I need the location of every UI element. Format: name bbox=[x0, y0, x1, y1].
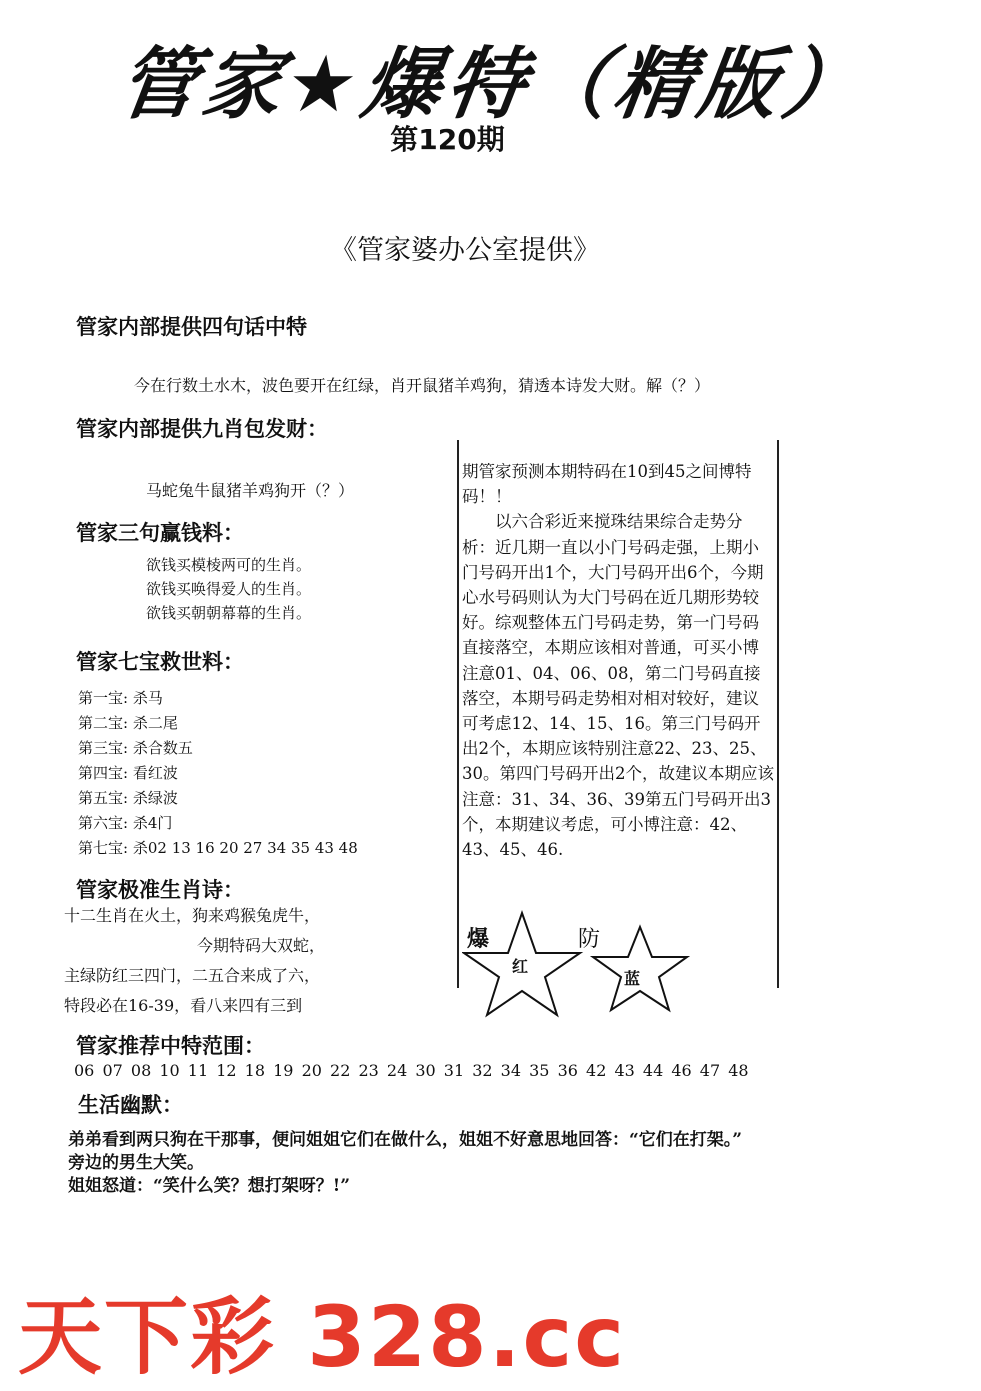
humor-heading: 生活幽默： bbox=[78, 1093, 183, 1117]
poem-line: 特段必在16-39，看八来四有三到 bbox=[64, 996, 303, 1015]
treasure-label: 第七宝: bbox=[78, 839, 129, 857]
poem-line: 十二生肖在火土，狗来鸡猴兔虎牛， bbox=[64, 906, 321, 925]
four-sentences-text: 今在行数土水木，波色要开在红绿，肖开鼠猪羊鸡狗，猜透本诗发大财。解（？） bbox=[134, 376, 711, 395]
treasure-label: 第一宝: bbox=[78, 689, 129, 707]
nine-zodiac-heading: 管家内部提供九肖包发财： bbox=[76, 417, 328, 441]
seven-treasures-list bbox=[78, 686, 358, 861]
poem-line: 主绿防红三四门，二五合来成了六， bbox=[64, 966, 321, 985]
three-sentences-heading: 管家三句赢钱料： bbox=[76, 521, 244, 545]
treasure-value: 看红波 bbox=[132, 764, 178, 782]
treasure-item bbox=[78, 736, 358, 761]
star-left-outer-label: 爆 bbox=[467, 926, 490, 952]
treasure-value: 杀02 13 16 20 27 34 35 43 48 bbox=[132, 839, 358, 857]
humor-line: 姐姐怒道：“笑什么笑？想打架呀？!” bbox=[68, 1176, 351, 1196]
star-left-inner-label: 红 bbox=[512, 957, 529, 976]
four-sentences-heading: 管家内部提供四句话中特 bbox=[76, 315, 307, 339]
star-right-outer-label: 防 bbox=[578, 927, 601, 952]
recommend-heading: 管家推荐中特范围： bbox=[76, 1034, 265, 1058]
treasure-value: 杀绿波 bbox=[132, 789, 178, 807]
treasure-value: 杀二尾 bbox=[132, 714, 178, 732]
analysis-paragraph: 期管家预测本期特码在10到45之间博特码！！ bbox=[462, 462, 752, 507]
treasure-label: 第四宝: bbox=[78, 764, 129, 782]
humor-line: 弟弟看到两只狗在干那事，便问姐姐它们在做什么，姐姐不好意思地回答：“它们在打架。” bbox=[68, 1130, 743, 1150]
treasure-item bbox=[78, 711, 358, 736]
poem-line: 今期特码大双蛇， bbox=[197, 936, 326, 955]
treasure-label: 第六宝: bbox=[78, 814, 129, 832]
treasure-item bbox=[78, 761, 358, 786]
treasure-label: 第五宝: bbox=[78, 789, 129, 807]
treasure-item bbox=[78, 811, 358, 836]
treasure-value: 杀4门 bbox=[132, 814, 173, 832]
page-title: 管家★爆特（精版） bbox=[112, 40, 874, 130]
seven-treasures-heading: 管家七宝救世料： bbox=[76, 650, 244, 674]
humor-line: 旁边的男生大笑。 bbox=[68, 1153, 204, 1173]
three-sentences-line: 欲钱买唤得爱人的生肖。 bbox=[146, 580, 312, 598]
provider-line: 《管家婆办公室提供》 bbox=[330, 235, 600, 266]
treasure-item bbox=[78, 686, 358, 711]
treasure-label: 第三宝: bbox=[78, 739, 129, 757]
analysis-paragraph: 以六合彩近来搅珠结果综合走势分析：近几期一直以小门号码走强，上期小门号码开出1个，大门号码开出6个，今期心水号码则认为大门号码在近几期形势较好。综观整体五门号码走势，第一门号码直接落空，本期应该相对普通，可买小博注意01、04、06、08，第二门号码直接落空，本期号码走势相对相对较好，建议可考虑12、14、15、16。第三门号码开出2个，本期应该特别注意22、23、25、30。第四门号码开出2个，故建议本期应该注意：31、34、36、39第五门号码开出3个，本期建议考虑，可小博注意：42、43、45、46. bbox=[462, 512, 774, 860]
issue-number: 第120期 bbox=[390, 123, 505, 156]
brand-watermark: 天下彩 328.cc bbox=[18, 1288, 627, 1386]
treasure-item bbox=[78, 786, 358, 811]
treasure-item bbox=[78, 836, 358, 861]
poem-heading: 管家极准生肖诗： bbox=[76, 878, 244, 902]
three-sentences-line: 欲钱买朝朝幕幕的生肖。 bbox=[146, 604, 312, 622]
analysis-text bbox=[462, 459, 774, 862]
star-right-inner-label: 蓝 bbox=[624, 969, 641, 988]
treasure-label: 第二宝: bbox=[78, 714, 129, 732]
treasure-value: 杀马 bbox=[132, 689, 163, 707]
three-sentences-line: 欲钱买模棱两可的生肖。 bbox=[146, 556, 312, 574]
treasure-value: 杀合数五 bbox=[132, 739, 193, 757]
stars-graphic bbox=[462, 905, 762, 1020]
recommend-numbers: 06 07 08 10 11 12 18 19 20 22 23 24 30 31 32 34 35 36 42 43 44 46 47 48 bbox=[74, 1061, 749, 1080]
nine-zodiac-text: 马蛇兔牛鼠猪羊鸡狗开（？） bbox=[146, 481, 355, 500]
